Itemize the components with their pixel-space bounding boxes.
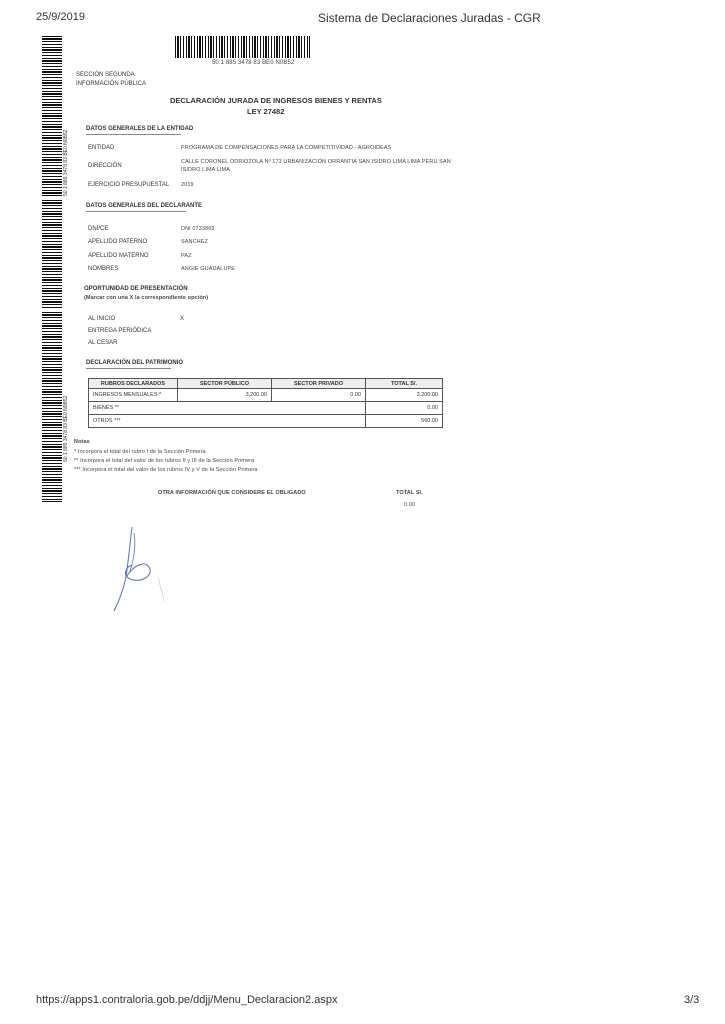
row-label: INGRESOS MENSUALES *: [89, 389, 178, 402]
names-label: NOMBRES: [88, 266, 119, 272]
paternal-surname-label: APELLIDO PATERNO: [88, 239, 148, 245]
info-label: INFORMACIÓN PÚBLICA: [76, 81, 147, 87]
declarant-heading: DATOS GENERALES DEL DECLARANTE: [86, 203, 203, 209]
col-header-public: SECTOR PÚBLICO: [178, 379, 272, 389]
top-barcode-number: 50 1 885 3478 83 BE0 N0B52: [212, 60, 295, 66]
address-value: CALLE CORONEL ODRIOZOLA Nº 173 URBANIZACIÓN ORRANTIA SAN ISIDRO LIMA LIMA PERU SAN ISIDRO LIMA LIMA: [181, 159, 451, 173]
side-barcode-middle: [42, 200, 62, 310]
section-label: SECCIÓN SEGUNDA: [76, 72, 135, 78]
note-item: ** Incorpora el total del valor de los rubros II y III de la Sección Primera: [74, 458, 255, 464]
table-row: [89, 389, 443, 402]
print-page-number: 3/3: [684, 994, 700, 1006]
patrimony-header-row: [89, 379, 443, 389]
entity-heading: DATOS GENERALES DE LA ENTIDAD: [86, 126, 194, 132]
table-row: [89, 402, 443, 415]
side-barcode-top-number: 50 1 885 3478 83 BE0 N0B52: [63, 129, 69, 196]
patrimony-table: [88, 378, 443, 428]
option-periodic: ENTREGA PERIÓDICA: [88, 328, 152, 334]
side-barcode-top: [42, 36, 62, 196]
declarant-heading-rule: [86, 211, 186, 212]
side-barcode-bottom-number: 50 1 885 3478 83 BE0 N0B52: [63, 395, 69, 462]
maternal-surname-value: PAZ: [181, 253, 192, 259]
col-header-private: SECTOR PRIVADO: [272, 379, 366, 389]
table-row: [89, 415, 443, 428]
names-value: ANGIE GUADALUPE: [181, 266, 236, 272]
patrimony-heading: DECLARACIÓN DEL PATRIMONIO: [86, 360, 183, 366]
side-barcode-bottom: [42, 312, 62, 502]
fiscal-year-value: 2019: [181, 182, 194, 188]
entity-value: PROGRAMA DE COMPENSACIONES PARA LA COMPETITIVIDAD - AGROIDEAS: [181, 145, 392, 151]
handwritten-signature: [100, 515, 180, 615]
row-label: OTROS ***: [89, 415, 366, 428]
print-date: 25/9/2019: [36, 11, 85, 23]
print-title: Sistema de Declaraciones Juradas - CGR: [318, 11, 541, 25]
doc-law: LEY 27482: [247, 107, 285, 116]
dni-label: DNI/CE: [88, 226, 109, 232]
entity-heading-rule: [86, 134, 181, 135]
presentation-note: (Marcar con una X la correspondiente opción): [84, 295, 209, 301]
row-total: 560.00: [366, 415, 443, 428]
row-total: 0.00: [366, 402, 443, 415]
paternal-surname-value: SANCHEZ: [181, 239, 208, 245]
row-private: 0.00: [272, 389, 366, 402]
address-label: DIRECCIÓN: [88, 163, 122, 169]
col-header-total: TOTAL S/.: [366, 379, 443, 389]
option-cease: AL CESAR: [88, 340, 118, 346]
col-header-items: RUBROS DECLARADOS: [89, 379, 178, 389]
other-info-total-value: 0.00: [404, 502, 416, 508]
row-public: 3,200.00: [178, 389, 272, 402]
row-label: BIENES **: [89, 402, 366, 415]
entity-label: ENTIDAD: [88, 145, 115, 151]
row-total: 3,200.00: [366, 389, 443, 402]
note-item: * Incorpora el total del rubro I de la Sección Primera: [74, 449, 206, 455]
patrimony-heading-rule: [86, 368, 171, 369]
note-item: *** Incorpora el total del valor de los rubros IV y V de la Sección Primera: [74, 467, 258, 473]
other-info-total-label: TOTAL S/.: [396, 490, 423, 496]
doc-title: DECLARACIÓN JURADA DE INGRESOS BIENES Y RENTAS: [170, 96, 382, 105]
notes-title: Notas: [74, 439, 90, 445]
other-info-label: OTRA INFORMACIÓN QUE CONSIDERE EL OBLIGADO: [158, 490, 306, 496]
print-url[interactable]: https://apps1.contraloria.gob.pe/ddjj/Menu_Declaracion2.aspx: [36, 994, 338, 1006]
presentation-heading: OPORTUNIDAD DE PRESENTACIÓN: [84, 286, 188, 292]
option-start: AL INICIO: [88, 316, 116, 322]
dni-value: DNI 0733869: [181, 226, 215, 232]
maternal-surname-label: APELLIDO MATERNO: [88, 253, 149, 259]
fiscal-year-label: EJERCICIO PRESUPUESTAL: [88, 182, 170, 188]
option-start-mark: X: [180, 316, 185, 322]
top-barcode: [175, 36, 310, 58]
